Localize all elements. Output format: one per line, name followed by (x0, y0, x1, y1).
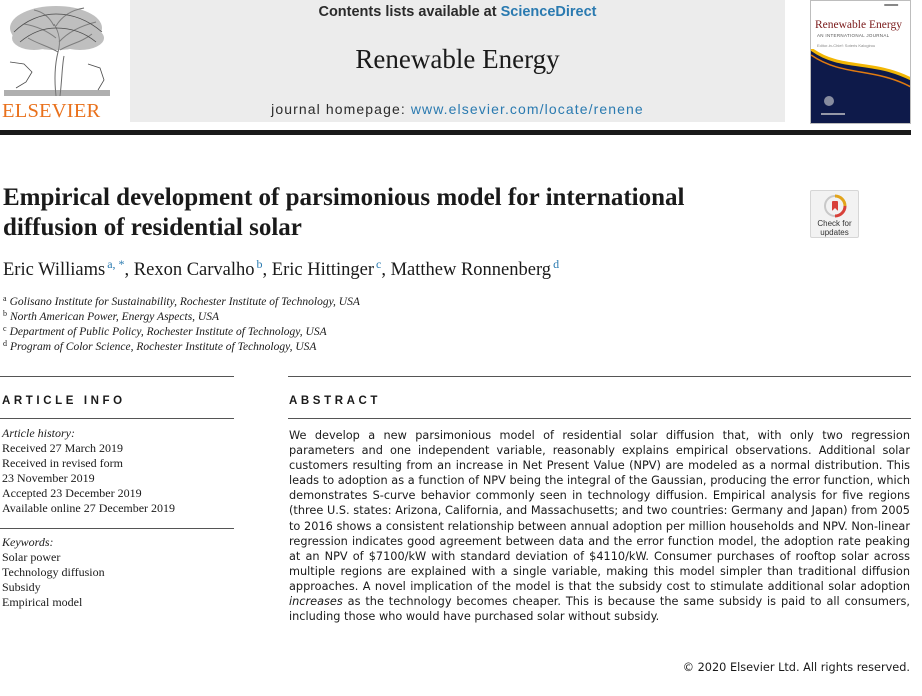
contents-line (130, 4, 785, 20)
homepage-line (130, 101, 785, 117)
homepage-prefix: journal homepage: (271, 101, 411, 117)
author-name: Eric Hittinger (271, 260, 374, 280)
affiliation (3, 306, 703, 321)
affiliation-text: Department of Public Policy, Rochester Institute of Technology, USA (9, 326, 327, 338)
keyword: Technology diffusion (2, 565, 105, 579)
elsevier-logo[interactable] (0, 0, 118, 124)
elsevier-wordmark: ELSEVIER (2, 100, 101, 122)
affiliation-list (3, 291, 703, 351)
check-updates-label-line-1: Check for (817, 219, 852, 228)
abstract-emphasis: increases (289, 595, 343, 609)
affiliation (3, 291, 703, 306)
article-title-line-2: diffusion of residential solar (3, 214, 302, 241)
article-info-top-rule (0, 376, 234, 377)
keyword: Empirical model (2, 595, 83, 609)
elsevier-tree-icon (4, 2, 110, 98)
keyword: Subsidy (2, 580, 41, 594)
article-title-line-1: Empirical development of parsimonious model for international (3, 184, 685, 211)
author[interactable] (3, 257, 134, 280)
cover-subtitle: AN INTERNATIONAL JOURNAL (817, 33, 890, 38)
author-separator: , (381, 260, 391, 280)
journal-name: Renewable Energy (355, 44, 560, 74)
abstract-top-rule (288, 376, 911, 377)
author-affiliation-mark[interactable]: a, * (107, 257, 125, 271)
history-line: Accepted 23 December 2019 (2, 486, 142, 500)
author[interactable] (390, 257, 560, 280)
keywords-heading: Keywords: (2, 535, 54, 549)
author-list (3, 257, 803, 281)
copyright-notice: © 2020 Elsevier Ltd. All rights reserved. (682, 661, 910, 674)
keywords (2, 535, 234, 610)
author-separator: , (124, 260, 134, 280)
history-keywords-divider (0, 528, 234, 529)
check-updates-icon (823, 194, 847, 218)
affiliation-mark: b (3, 309, 7, 318)
affiliation-text: North American Power, Energy Aspects, USA (10, 311, 219, 323)
article-history (2, 426, 234, 516)
author-name: Matthew Ronnenberg (390, 260, 552, 280)
abstract-text-part-2: as the technology becomes cheaper. This is because the same subsidy is paid to all consumers, including those who would have purchased solar without subsidy. (289, 595, 910, 624)
affiliation (3, 336, 703, 351)
article-title (3, 183, 763, 243)
author-affiliation-mark[interactable]: d (553, 257, 560, 271)
journal-cover-image[interactable] (810, 0, 911, 124)
check-for-updates-button[interactable] (810, 190, 859, 238)
affiliation (3, 321, 703, 336)
abstract-text-part-1: We develop a new parsimonious model of residential solar diffusion that, with only two regression parameters and one independent variable, reasonably explains empirical observations. Additional solar customers resulting from an increase in Net Present Value (NPV) are modeled as a normal distribution. This leads to adoption as a function of NPV being the integral of the Gaussian, producing the error function, which demonstrates S-curve behavior commonly seen in technology diffusion. Empirical analysis for five regions (three U.S. states: Arizona, California, and Massachusetts; and two countries: Germany and Japan) from 2005 to 2016 shows a consistent relationship between annual adoption per million households and NPV. Non-linear regression indicates good agreement between data and the error function model, the adoption rate peaking at an NPV of $7100/kW with standard deviation of $4110/kW. Consumer purchases of rooftop solar across multiple regions are explained with a single variable, making this model simpler than traditional diffusion approaches. A novel implication of the model is that the subsidy cost to stimulate additional solar adoption (289, 429, 910, 593)
cover-top-strip (811, 1, 910, 15)
header-rule (0, 130, 911, 135)
contents-prefix: Contents lists available at (318, 4, 501, 20)
history-line: 23 November 2019 (2, 471, 95, 485)
article-info-heading-rule (0, 418, 234, 419)
affiliation-mark: c (3, 324, 7, 333)
cover-artwork (811, 49, 911, 124)
author-affiliation-mark[interactable]: b (256, 257, 263, 271)
affiliation-mark: d (3, 339, 7, 348)
keyword: Solar power (2, 550, 61, 564)
check-updates-label (811, 219, 858, 237)
abstract-heading-rule (288, 418, 911, 419)
affiliation-text: Golisano Institute for Sustainability, Rochester Institute of Technology, USA (9, 296, 360, 308)
author[interactable] (133, 257, 272, 280)
affiliation-mark: a (3, 294, 7, 303)
history-line: Received in revised form (2, 456, 123, 470)
author-name: Eric Williams (3, 260, 106, 280)
history-heading: Article history: (2, 426, 75, 440)
article-info-heading: ARTICLE INFO (2, 395, 126, 407)
author-separator: , (262, 260, 272, 280)
abstract-text (289, 428, 910, 624)
cover-title: Renewable Energy (815, 19, 902, 31)
history-line: Received 27 March 2019 (2, 441, 123, 455)
cover-editor: Editor-in-Chief: Soteris Kalogirou (817, 43, 876, 48)
journal-banner (130, 0, 785, 122)
sciencedirect-link[interactable]: ScienceDirect (500, 4, 597, 20)
author-affiliation-mark[interactable]: c (376, 257, 382, 271)
abstract-heading: ABSTRACT (289, 395, 382, 407)
affiliation-text: Program of Color Science, Rochester Institute of Technology, USA (10, 341, 317, 353)
journal-homepage-link[interactable]: www.elsevier.com/locate/renene (410, 101, 644, 117)
check-updates-label-line-2: updates (820, 228, 849, 237)
author[interactable] (271, 257, 391, 280)
author-name: Rexon Carvalho (133, 260, 255, 280)
history-line: Available online 27 December 2019 (2, 501, 176, 515)
